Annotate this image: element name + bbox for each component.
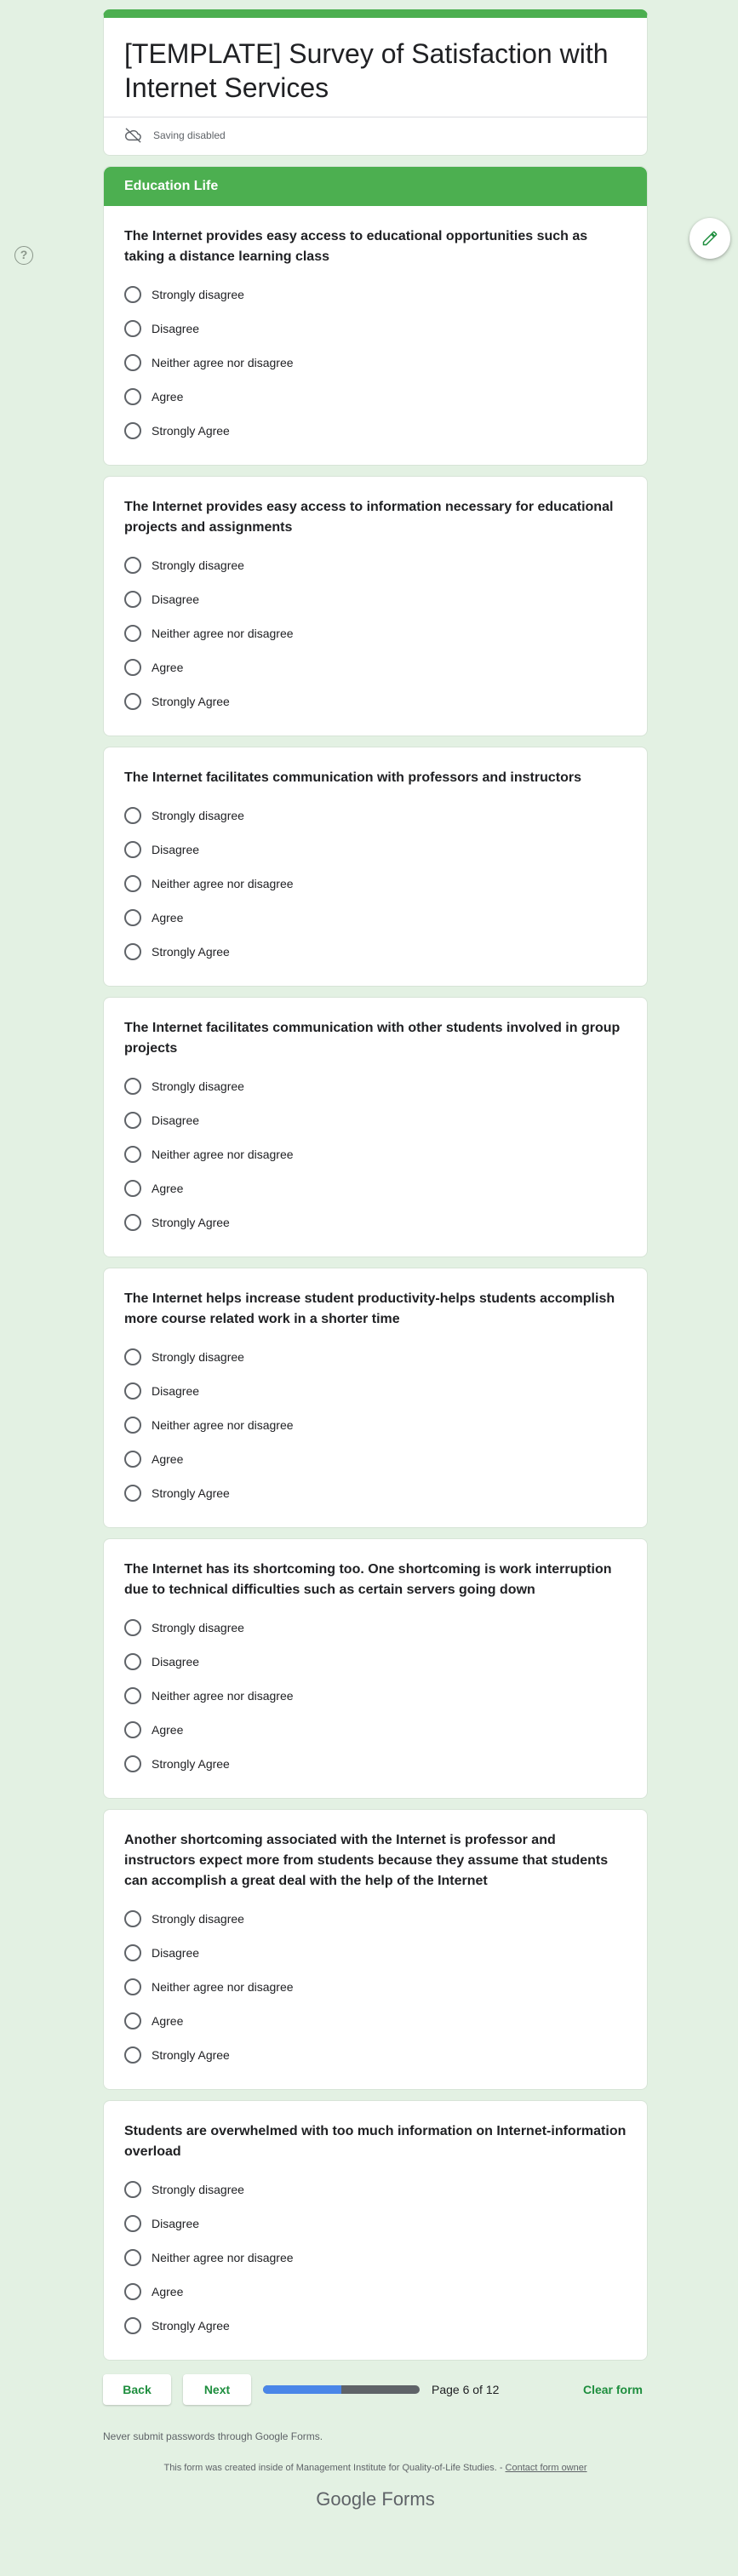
- next-button[interactable]: Next: [183, 2374, 251, 2405]
- radio-button[interactable]: [124, 1451, 141, 1468]
- radio-option[interactable]: [124, 901, 626, 935]
- radio-option[interactable]: [124, 2309, 626, 2343]
- radio-option-label: Disagree: [152, 322, 200, 335]
- radio-button[interactable]: [124, 1348, 141, 1365]
- radio-option[interactable]: [124, 2004, 626, 2038]
- radio-button[interactable]: [124, 2046, 141, 2064]
- radio-option[interactable]: [124, 2038, 626, 2072]
- radio-button[interactable]: [124, 354, 141, 371]
- radio-option[interactable]: [124, 2207, 626, 2241]
- radio-option-label: Strongly Agree: [152, 2048, 230, 2062]
- radio-button[interactable]: [124, 807, 141, 824]
- radio-option[interactable]: [124, 548, 626, 582]
- radio-button[interactable]: [124, 422, 141, 439]
- radio-button[interactable]: [124, 1653, 141, 1670]
- radio-button[interactable]: [124, 1485, 141, 1502]
- radio-option-label: Disagree: [152, 1655, 200, 1669]
- form-container: [103, 9, 648, 2510]
- radio-button[interactable]: [124, 1214, 141, 1231]
- radio-option-label: Neither agree nor disagree: [152, 356, 294, 369]
- radio-option[interactable]: [124, 312, 626, 346]
- radio-option-label: Agree: [152, 390, 184, 404]
- radio-option-label: Neither agree nor disagree: [152, 877, 294, 890]
- radio-button[interactable]: [124, 1910, 141, 1927]
- radio-option-label: Neither agree nor disagree: [152, 1689, 294, 1703]
- radio-option[interactable]: [124, 1645, 626, 1679]
- radio-option-label: Disagree: [152, 1946, 200, 1960]
- radio-option[interactable]: [124, 684, 626, 718]
- radio-option-label: Strongly Agree: [152, 2319, 230, 2333]
- radio-button[interactable]: [124, 659, 141, 676]
- radio-option[interactable]: [124, 1171, 626, 1205]
- question-title: Students are overwhelmed with too much information on Internet-information overload: [124, 2124, 626, 2159]
- radio-option[interactable]: [124, 1747, 626, 1781]
- question-title: The Internet facilitates communication with professors and instructors: [124, 770, 581, 785]
- progress-bar-fill: [263, 2385, 341, 2394]
- radio-option-label: Strongly Agree: [152, 424, 230, 438]
- radio-option[interactable]: [124, 1442, 626, 1476]
- radio-option[interactable]: [124, 2172, 626, 2207]
- radio-option[interactable]: [124, 380, 626, 414]
- question-title: The Internet provides easy access to information necessary for educational projects and assignments: [124, 500, 614, 535]
- radio-button[interactable]: [124, 286, 141, 303]
- pencil-icon: [701, 230, 718, 247]
- radio-option[interactable]: [124, 650, 626, 684]
- radio-button[interactable]: [124, 1112, 141, 1129]
- radio-option[interactable]: [124, 414, 626, 448]
- question-card: [103, 747, 648, 987]
- radio-option[interactable]: [124, 1970, 626, 2004]
- radio-option[interactable]: [124, 278, 626, 312]
- radio-option-label: Agree: [152, 911, 184, 924]
- radio-button[interactable]: [124, 388, 141, 405]
- radio-button[interactable]: [124, 557, 141, 574]
- radio-option-label: Strongly disagree: [152, 1350, 244, 1364]
- radio-option-label: Strongly Agree: [152, 695, 230, 708]
- help-icon[interactable]: ?: [14, 246, 33, 265]
- question-title: The Internet helps increase student productivity-helps students accomplish more course related work in a shorter time: [124, 1291, 615, 1326]
- brand-google: Google: [316, 2488, 377, 2510]
- radio-option[interactable]: [124, 616, 626, 650]
- google-forms-logo[interactable]: [103, 2488, 648, 2510]
- radio-option-label: Disagree: [152, 1384, 200, 1398]
- saving-status: [104, 117, 647, 155]
- edit-button[interactable]: [689, 218, 730, 259]
- radio-option[interactable]: [124, 1902, 626, 1936]
- radio-button[interactable]: [124, 943, 141, 960]
- radio-button[interactable]: [124, 2317, 141, 2334]
- radio-option[interactable]: [124, 2275, 626, 2309]
- radio-option[interactable]: [124, 2241, 626, 2275]
- radio-button[interactable]: [124, 2181, 141, 2198]
- brand-forms: Forms: [381, 2488, 435, 2510]
- radio-option[interactable]: [124, 346, 626, 380]
- question-title: Another shortcoming associated with the Internet is professor and instructors expect more from students because they assume that students can accomplish a great deal with the help of the Internet: [124, 1833, 609, 1888]
- radio-option-label: Strongly disagree: [152, 1621, 244, 1634]
- radio-option[interactable]: [124, 935, 626, 969]
- clear-form-button[interactable]: Clear form: [582, 2383, 643, 2396]
- radio-option-label: Strongly disagree: [152, 1079, 244, 1093]
- form-title: [TEMPLATE] Survey of Satisfaction with Internet Services: [124, 38, 609, 103]
- radio-button[interactable]: [124, 909, 141, 926]
- radio-button[interactable]: [124, 1078, 141, 1095]
- radio-option[interactable]: [124, 1476, 626, 1510]
- contact-owner-link[interactable]: Contact form owner: [505, 2463, 587, 2473]
- radio-option[interactable]: [124, 1713, 626, 1747]
- questions-list: [103, 166, 648, 2361]
- progress-bar: [263, 2385, 420, 2394]
- radio-option-label: Disagree: [152, 2217, 200, 2230]
- radio-button[interactable]: [124, 591, 141, 608]
- section-title: Education Life: [104, 167, 647, 206]
- question-card: [103, 997, 648, 1257]
- radio-option-label: Strongly Agree: [152, 1757, 230, 1771]
- radio-option[interactable]: [124, 833, 626, 867]
- page-indicator: Page 6 of 12: [432, 2383, 500, 2396]
- radio-button[interactable]: [124, 693, 141, 710]
- radio-option-label: Strongly disagree: [152, 558, 244, 572]
- question-title: The Internet facilitates communication with other students involved in group projects: [124, 1021, 621, 1056]
- question-title: The Internet has its shortcoming too. One shortcoming is work interruption due to technical difficulties such as certain servers going down: [124, 1562, 612, 1597]
- radio-button[interactable]: [124, 2249, 141, 2266]
- radio-button[interactable]: [124, 1721, 141, 1738]
- question-card: [103, 1538, 648, 1799]
- radio-button[interactable]: [124, 1619, 141, 1636]
- radio-button[interactable]: [124, 841, 141, 858]
- radio-option-label: Strongly disagree: [152, 2183, 244, 2196]
- radio-option[interactable]: [124, 582, 626, 616]
- radio-button[interactable]: [124, 1382, 141, 1400]
- radio-option[interactable]: [124, 1137, 626, 1171]
- password-warning: Never submit passwords through Google Forms.: [103, 2430, 323, 2442]
- radio-option-label: Neither agree nor disagree: [152, 1418, 294, 1432]
- question-card: [103, 1809, 648, 2090]
- radio-option[interactable]: [124, 1069, 626, 1103]
- question-card: [103, 1268, 648, 1528]
- radio-button[interactable]: [124, 1180, 141, 1197]
- question-card: [103, 2100, 648, 2361]
- radio-button[interactable]: [124, 875, 141, 892]
- radio-option[interactable]: [124, 1936, 626, 1970]
- radio-button[interactable]: [124, 1944, 141, 1961]
- radio-option-label: Strongly Agree: [152, 1486, 230, 1500]
- radio-button[interactable]: [124, 1417, 141, 1434]
- radio-button[interactable]: [124, 625, 141, 642]
- radio-option-label: Strongly Agree: [152, 1216, 230, 1229]
- radio-option-label: Agree: [152, 2014, 184, 2028]
- saving-status-label: Saving disabled: [153, 129, 226, 141]
- radio-option[interactable]: [124, 1205, 626, 1239]
- radio-button[interactable]: [124, 320, 141, 337]
- radio-option-label: Disagree: [152, 843, 200, 856]
- radio-option-label: Disagree: [152, 592, 200, 606]
- radio-option-label: Neither agree nor disagree: [152, 2251, 294, 2264]
- radio-option-label: Neither agree nor disagree: [152, 1148, 294, 1161]
- radio-option-label: Agree: [152, 2285, 184, 2298]
- radio-button[interactable]: [124, 1755, 141, 1772]
- radio-button[interactable]: [124, 2283, 141, 2300]
- radio-option-label: Strongly disagree: [152, 288, 244, 301]
- form-header-card: [103, 9, 648, 156]
- radio-option[interactable]: [124, 1679, 626, 1713]
- radio-button[interactable]: [124, 1146, 141, 1163]
- radio-button[interactable]: [124, 2215, 141, 2232]
- radio-option-label: Neither agree nor disagree: [152, 627, 294, 640]
- question-title: The Internet provides easy access to educational opportunities such as taking a distance learning class: [124, 229, 588, 264]
- radio-option[interactable]: [124, 867, 626, 901]
- radio-button[interactable]: [124, 2012, 141, 2029]
- radio-option-label: Agree: [152, 1452, 184, 1466]
- radio-option[interactable]: [124, 1374, 626, 1408]
- radio-option[interactable]: [124, 1611, 626, 1645]
- radio-option-label: Agree: [152, 1723, 184, 1737]
- radio-button[interactable]: [124, 1978, 141, 1995]
- question-card: [103, 166, 648, 466]
- cloud-off-icon: [124, 128, 143, 143]
- form-navigation: [103, 2374, 648, 2405]
- radio-option[interactable]: [124, 1340, 626, 1374]
- radio-option-label: Neither agree nor disagree: [152, 1980, 294, 1994]
- radio-option-label: Strongly disagree: [152, 809, 244, 822]
- radio-option-label: Strongly Agree: [152, 945, 230, 959]
- radio-option-label: Agree: [152, 661, 184, 674]
- question-card: [103, 476, 648, 736]
- radio-option[interactable]: [124, 1103, 626, 1137]
- footer-created-note: [103, 2463, 648, 2473]
- radio-option-label: Strongly disagree: [152, 1912, 244, 1926]
- radio-option[interactable]: [124, 1408, 626, 1442]
- radio-option-label: Disagree: [152, 1113, 200, 1127]
- radio-option-label: Agree: [152, 1182, 184, 1195]
- radio-button[interactable]: [124, 1687, 141, 1704]
- radio-option[interactable]: [124, 799, 626, 833]
- back-button[interactable]: Back: [103, 2374, 171, 2405]
- created-text: This form was created inside of Management Institute for Quality-of-Life Studies. -: [163, 2463, 506, 2473]
